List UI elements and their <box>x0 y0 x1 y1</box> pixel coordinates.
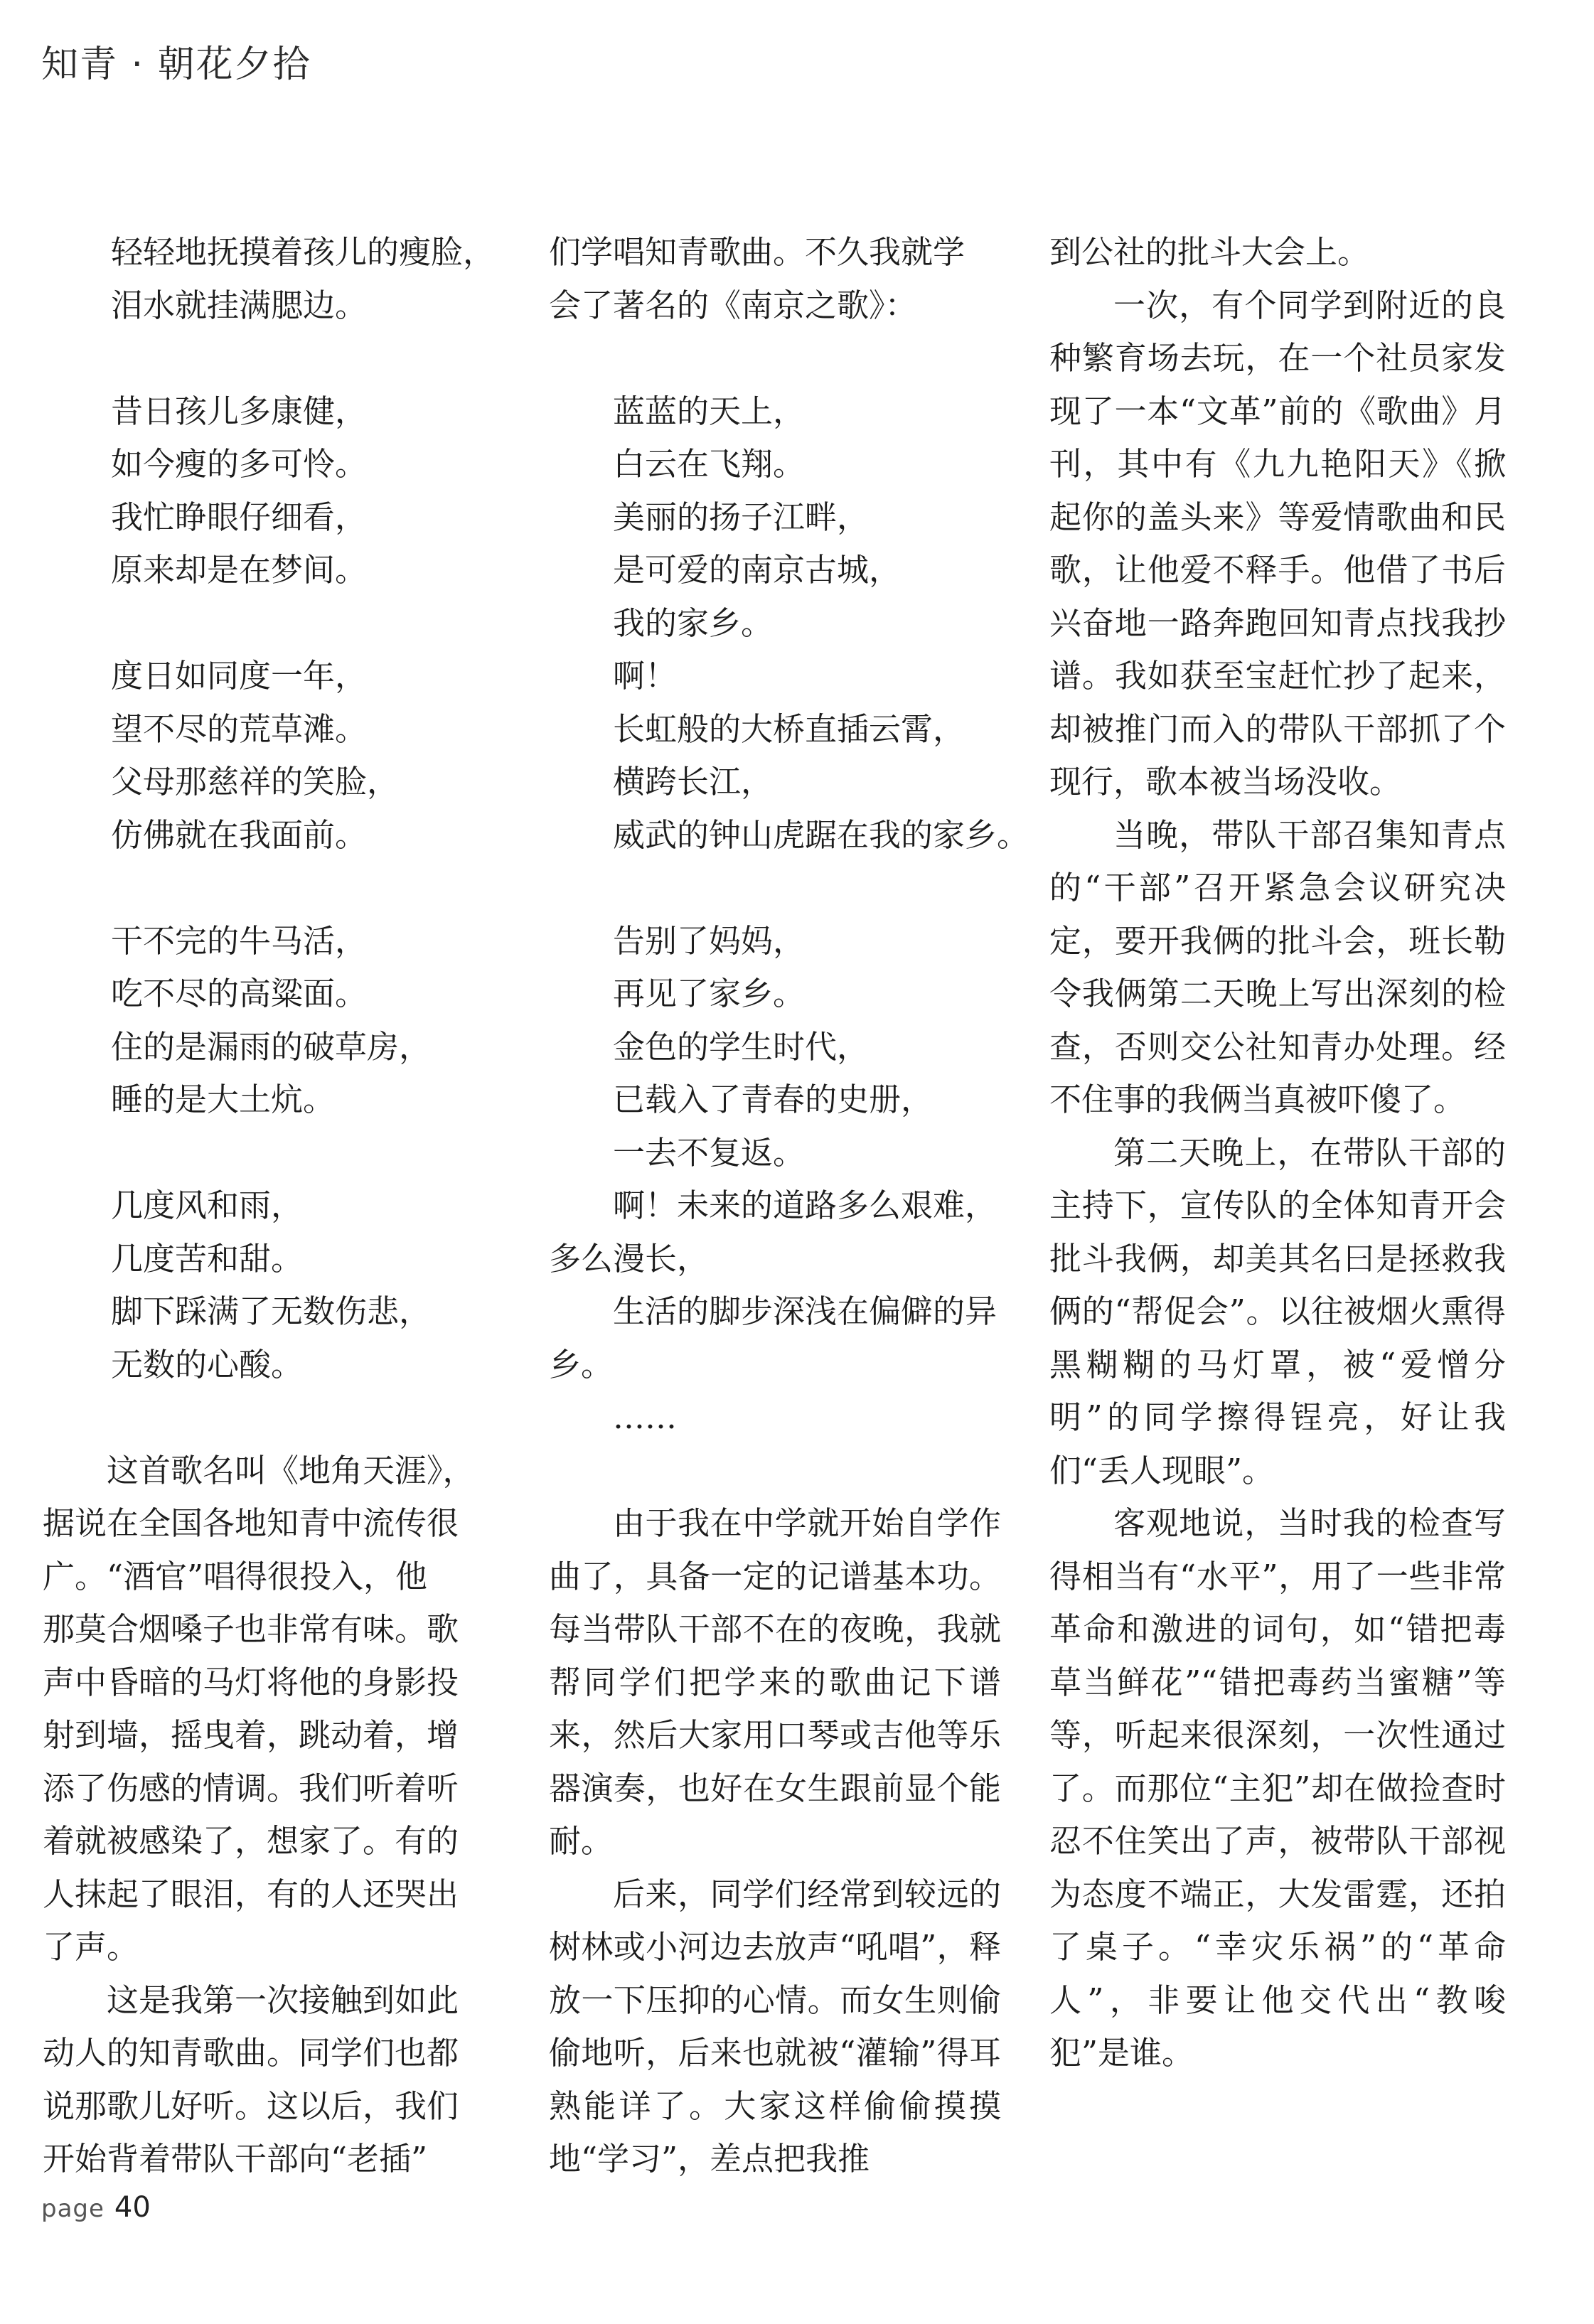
poem-line: 几度风和雨， <box>111 1187 304 1224</box>
poem-line: 父母那慈祥的笑脸， <box>111 763 400 800</box>
poem-line: 几度苦和甜。 <box>111 1239 304 1278</box>
song-line: 白云在飞翔。 <box>613 445 806 483</box>
poem-line: 干不完的牛马活， <box>111 921 368 960</box>
song-line: 啊！ <box>613 657 678 695</box>
song-line: 我的家乡。 <box>613 604 774 642</box>
song-ellipsis: …… <box>613 1398 677 1436</box>
text-line: 们学唱知青歌曲。不久我就学 <box>549 233 966 271</box>
song-line: 告别了妈妈， <box>613 921 806 960</box>
text-line: 了声。 <box>43 1928 139 1966</box>
text-line: 广。“酒官”唱得很投入，他 <box>43 1557 428 1595</box>
poem-line: 吃不尽的高粱面。 <box>111 975 368 1012</box>
poem-line: 望不尽的荒草滩。 <box>111 709 368 748</box>
paragraph-singing-outdoors: 后来，同学们经常到较远的树林或小河边去放声“吼唱”，释放一下压抑的心情。而女生则偷偷地听，后来也就被“灌输”得耳熟能详了。大家这样偷偷摸摸地“学习”，差点把我推 <box>549 1875 1001 2178</box>
song-nanjing-zhi-ge <box>549 385 1029 1445</box>
song-line: 美丽的扬子江畔， <box>613 498 870 536</box>
song-line: 长虹般的大桥直插云霄， <box>613 709 966 748</box>
text-line: 着就被感染了，想家了。有的 <box>43 1822 459 1860</box>
text-line: 会了著名的《南京之歌》： <box>549 286 917 324</box>
poem-line: 原来却是在梦间。 <box>111 551 368 589</box>
poem-line: 睡的是大土炕。 <box>111 1081 336 1118</box>
song-line: 一去不复返。 <box>613 1133 806 1172</box>
song-line: 横跨长江， <box>613 763 774 800</box>
song-line: 再见了家乡。 <box>613 975 806 1012</box>
poem-line: 轻轻地抚摸着孩儿的瘦脸， <box>111 233 496 271</box>
text-line: 据说在全国各地知青中流传很 <box>43 1504 459 1542</box>
poem-line: 度日如同度一年， <box>111 657 368 695</box>
page-label: page <box>41 2195 105 2223</box>
text-line: 那莫合烟嗓子也非常有味。歌 <box>43 1610 459 1648</box>
text-column-2 <box>549 226 1029 2186</box>
poem-line: 我忙睁眼仔细看， <box>111 498 368 536</box>
song-line: 是可爱的南京古城， <box>613 551 902 589</box>
paragraph-songbook: 一次，有个同学到附近的良种繁育场去玩，在一个社员家发现了一本“文革”前的《歌曲》月刊，其中有《九九艳阳天》《掀起你的盖头来》等爱情歌曲和民歌，让他爱不释手。他借了书后兴奋地一路奔跑回知青点找我抄谱。我如获至宝赶忙抄了起来，却被推门而入的带队干部抓了个现行，歌本被当场没收。 <box>1049 286 1506 800</box>
text-line: 人抹起了眼泪，有的人还哭出 <box>43 1875 459 1913</box>
poem-line: 如今瘦的多可怜。 <box>111 445 368 483</box>
song-line: 已载入了青春的史册， <box>613 1081 934 1118</box>
paragraph-first-encounter <box>43 1974 495 2186</box>
text-line: 这首歌名叫《地角天涯》， <box>107 1451 475 1489</box>
page-footer <box>41 2191 151 2224</box>
paragraph-continuation: 到公社的批斗大会上。 <box>1049 233 1370 271</box>
text-line: 这是我第一次接触到如此 <box>107 1981 459 2019</box>
song-line: 威武的钟山虎踞在我的家乡。 <box>613 815 1029 854</box>
paragraph-song-description <box>43 1445 495 1974</box>
song-line: 蓝蓝的天上， <box>613 392 806 430</box>
magazine-section-header: 知青 · 朝花夕拾 <box>41 43 311 86</box>
text-line: 声中昏暗的马灯将他的身影投 <box>43 1663 459 1701</box>
text-line: 添了伤感的情调。我们听着听 <box>43 1769 459 1807</box>
poem-line: 无数的心酸。 <box>111 1345 304 1383</box>
poem-line: 住的是漏雨的破草房， <box>111 1027 432 1066</box>
poem-line: 仿佛就在我面前。 <box>111 815 368 854</box>
text-column-1 <box>43 226 495 2186</box>
poem-di-jiao-tian-ya <box>43 226 495 1391</box>
poem-line: 昔日孩儿多康健， <box>111 392 368 430</box>
paragraph-criticism-meeting: 第二天晚上，在带队干部的主持下，宣传队的全体知青开会批斗我俩，却美其名曰是拯救我俩的“帮促会”。以往被烟火熏得黑糊糊的马灯罩，被“爱憎分明”的同学擦得锃亮，好让我们“丢人现眼”。 <box>1049 1133 1506 1489</box>
song-line: 生活的脚步深浅在偏僻的异乡。 <box>549 1292 997 1383</box>
song-line: 金色的学生时代， <box>613 1027 870 1066</box>
text-column-3 <box>1049 226 1506 2080</box>
page-number: 40 <box>114 2191 151 2224</box>
text-line: 说那歌儿好听。这以后，我们 <box>43 2087 459 2125</box>
text-line: 动人的知青歌曲。同学们也都 <box>43 2034 459 2072</box>
poem-line: 脚下踩满了无数伤悲， <box>111 1292 432 1330</box>
paragraph-composing: 由于我在中学就开始自学作曲了，具备一定的记谱基本功。每当带队干部不在的夜晚，我就帮同学们把学来的歌曲记下谱来，然后大家用口琴或吉他等乐器演奏，也好在女生跟前显个能耐。 <box>549 1504 1001 1860</box>
text-line: 开始背着带队干部向“老插” <box>43 2140 428 2178</box>
song-line: 啊！未来的道路多么艰难，多么漫长， <box>549 1187 997 1278</box>
text-line: 射到墙，摇曳着，跳动着，增 <box>43 1716 459 1754</box>
paragraph-emergency-meeting: 当晚，带队干部召集知青点的“干部”召开紧急会议研究决定，要开我俩的批斗会，班长勒令我俩第二天晚上写出深刻的检查，否则交公社知青办处理。经不住事的我俩当真被吓傻了。 <box>1049 815 1506 1118</box>
paragraph-self-criticism: 客观地说，当时我的检查写得相当有“水平”，用了一些非常革命和激进的词句，如“错把毒草当鲜花”“错把毒药当蜜糖”等等，听起来很深刻，一次性通过了。而那位“主犯”却在做捡查时忍不住笑出了声，被带队干部视为态度不端正，大发雷霆，还拍了桌子。“幸灾乐祸”的“革命人”，非要让他交代出“教唆犯”是谁。 <box>1049 1504 1506 2072</box>
poem-line: 泪水就挂满腮边。 <box>111 286 368 324</box>
